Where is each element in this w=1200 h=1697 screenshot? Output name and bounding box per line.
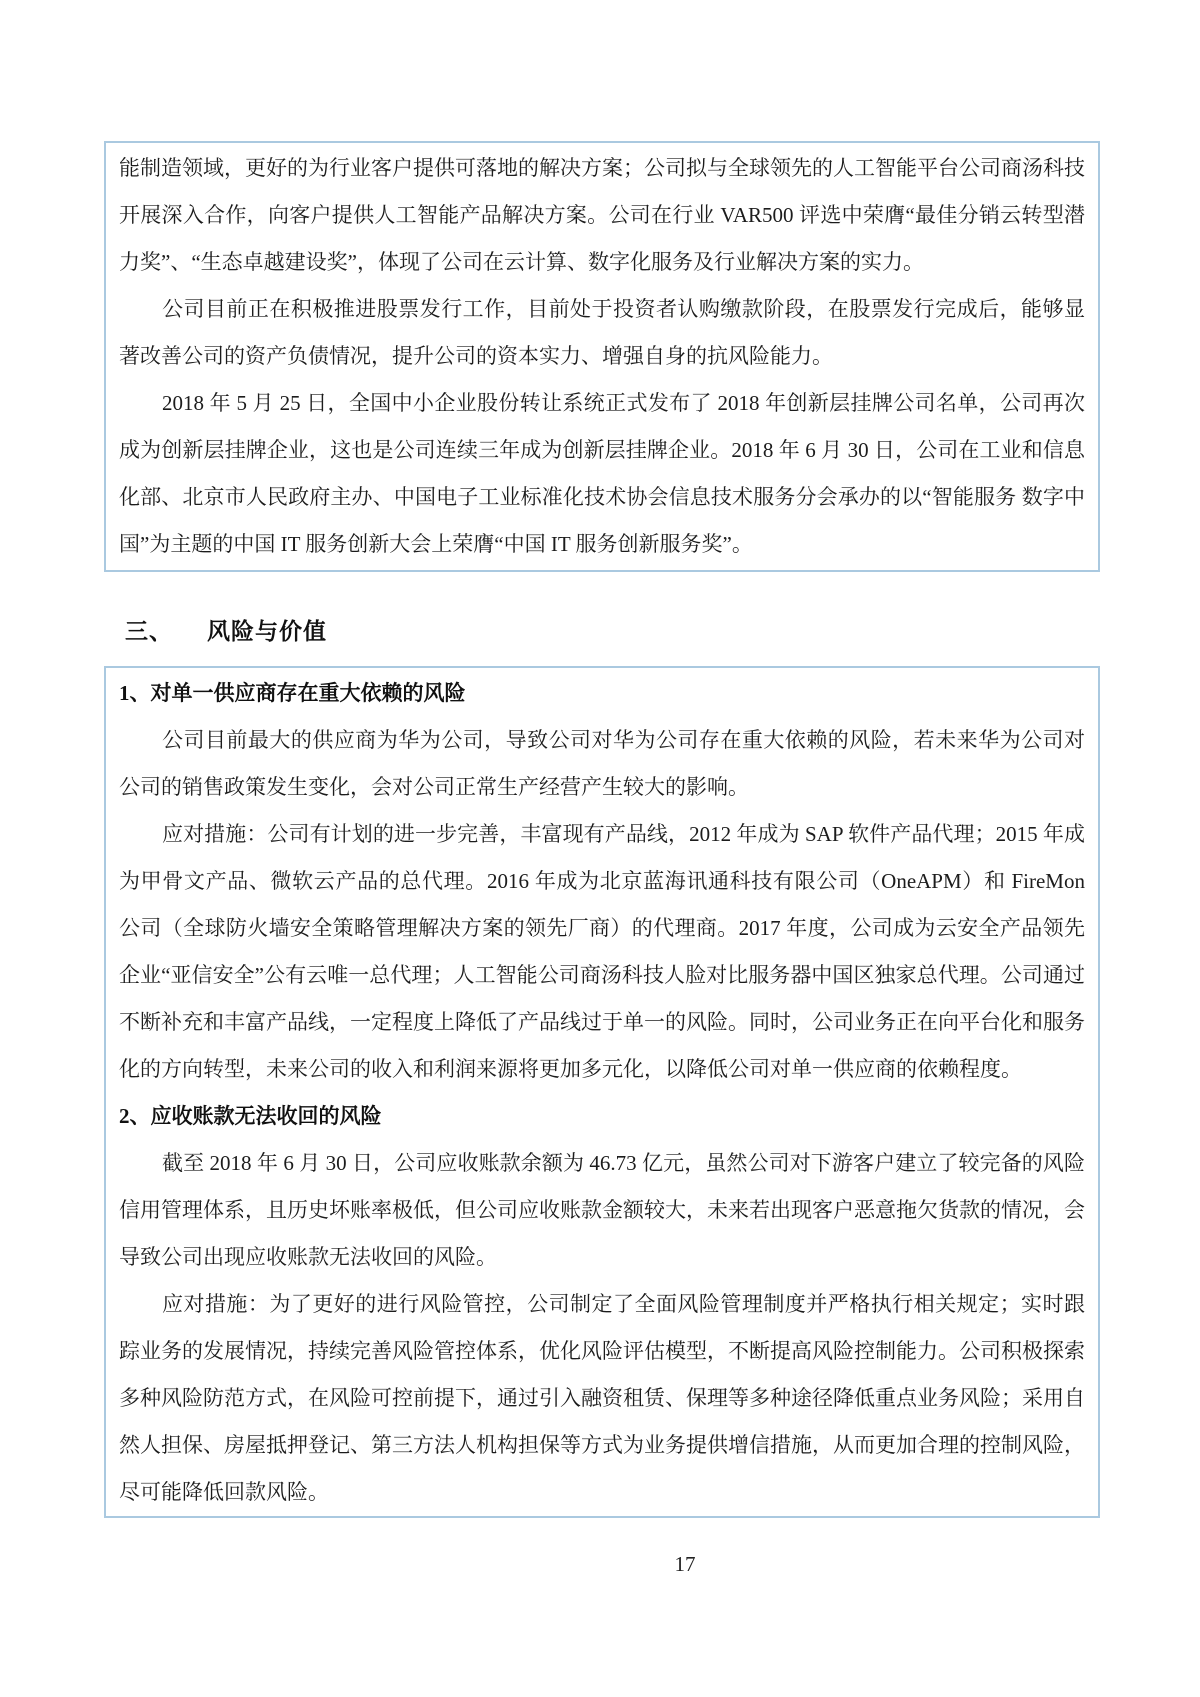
section-title: 风险与价值	[207, 619, 327, 644]
section-heading	[125, 615, 327, 649]
risk-item-2-description: 截至 2018 年 6 月 30 日，公司应收账款余额为 46.73 亿元，虽然公司对下游客户建立了较完备的风险信用管理体系，且历史坏账率极低，但公司应收账款金额较大，未来若出现客户恶意拖欠货款的情况，会导致公司出现应收账款无法收回的风险。	[119, 1151, 1085, 1269]
summary-paragraph: 2018 年 5 月 25 日，全国中小企业股份转让系统正式发布了 2018 年创新层挂牌公司名单，公司再次成为创新层挂牌企业，这也是公司连续三年成为创新层挂牌企业。2018 年 6 月 30 日，公司在工业和信息化部、北京市人民政府主办、中国电子工业标准化技术协会信息技术服务分会承办的以“智能服务 数字中国”为主题的中国 IT 服务创新大会上荣膺“中国 IT 服务创新服务奖”。	[119, 391, 1085, 556]
section-numeral: 三、	[125, 619, 173, 644]
risk-item-2-heading: 2、应收账款无法收回的风险	[119, 1104, 382, 1128]
risk-item-2-countermeasures: 应对措施：为了更好的进行风险管控，公司制定了全面风险管理制度并严格执行相关规定；实时跟踪业务的发展情况，持续完善风险管控体系，优化风险评估模型，不断提高风险控制能力。公司积极探索多种风险防范方式，在风险可控前提下，通过引入融资租赁、保理等多种途径降低重点业务风险；采用自然人担保、房屋抵押登记、第三方法人机构担保等方式为业务提供增信措施，从而更加合理的控制风险，尽可能降低回款风险。	[119, 1292, 1085, 1504]
summary-paragraph: 公司目前正在积极推进股票发行工作，目前处于投资者认购缴款阶段，在股票发行完成后，能够显著改善公司的资产负债情况，提升公司的资本实力、增强自身的抗风险能力。	[119, 297, 1085, 368]
risk-item-1-description: 公司目前最大的供应商为华为公司，导致公司对华为公司存在重大依赖的风险，若未来华为公司对公司的销售政策发生变化，会对公司正常生产经营产生较大的影响。	[119, 728, 1085, 799]
risk-item-1-countermeasures: 应对措施：公司有计划的进一步完善，丰富现有产品线，2012 年成为 SAP 软件产品代理；2015 年成为甲骨文产品、微软云产品的总代理。2016 年成为北京蓝海讯通科技有限公司（OneAPM）和 FireMon 公司（全球防火墙安全策略管理解决方案的领先厂商）的代理商。2017 年度，公司成为云安全产品领先企业“亚信安全”公有云唯一总代理；人工智能公司商汤科技人脸对比服务器中国区独家总代理。公司通过不断补充和丰富产品线，一定程度上降低了产品线过于单一的风险。同时，公司业务正在向平台化和服务化的方向转型，未来公司的收入和利润来源将更加多元化，以降低公司对单一供应商的依赖程度。	[119, 822, 1085, 1081]
page-number: 17	[674, 1552, 696, 1576]
risk-item-1-heading: 1、对单一供应商存在重大依赖的风险	[119, 681, 466, 705]
summary-paragraph-continued: 能制造领域，更好的为行业客户提供可落地的解决方案；公司拟与全球领先的人工智能平台公司商汤科技开展深入合作，向客户提供人工智能产品解决方案。公司在行业 VAR500 评选中荣膺“最佳分销云转型潜力奖”、“生态卓越建设奖”，体现了公司在云计算、数字化服务及行业解决方案的实力。	[119, 156, 1085, 274]
risk-and-value-box	[104, 666, 1100, 1518]
business-summary-box	[104, 141, 1100, 572]
